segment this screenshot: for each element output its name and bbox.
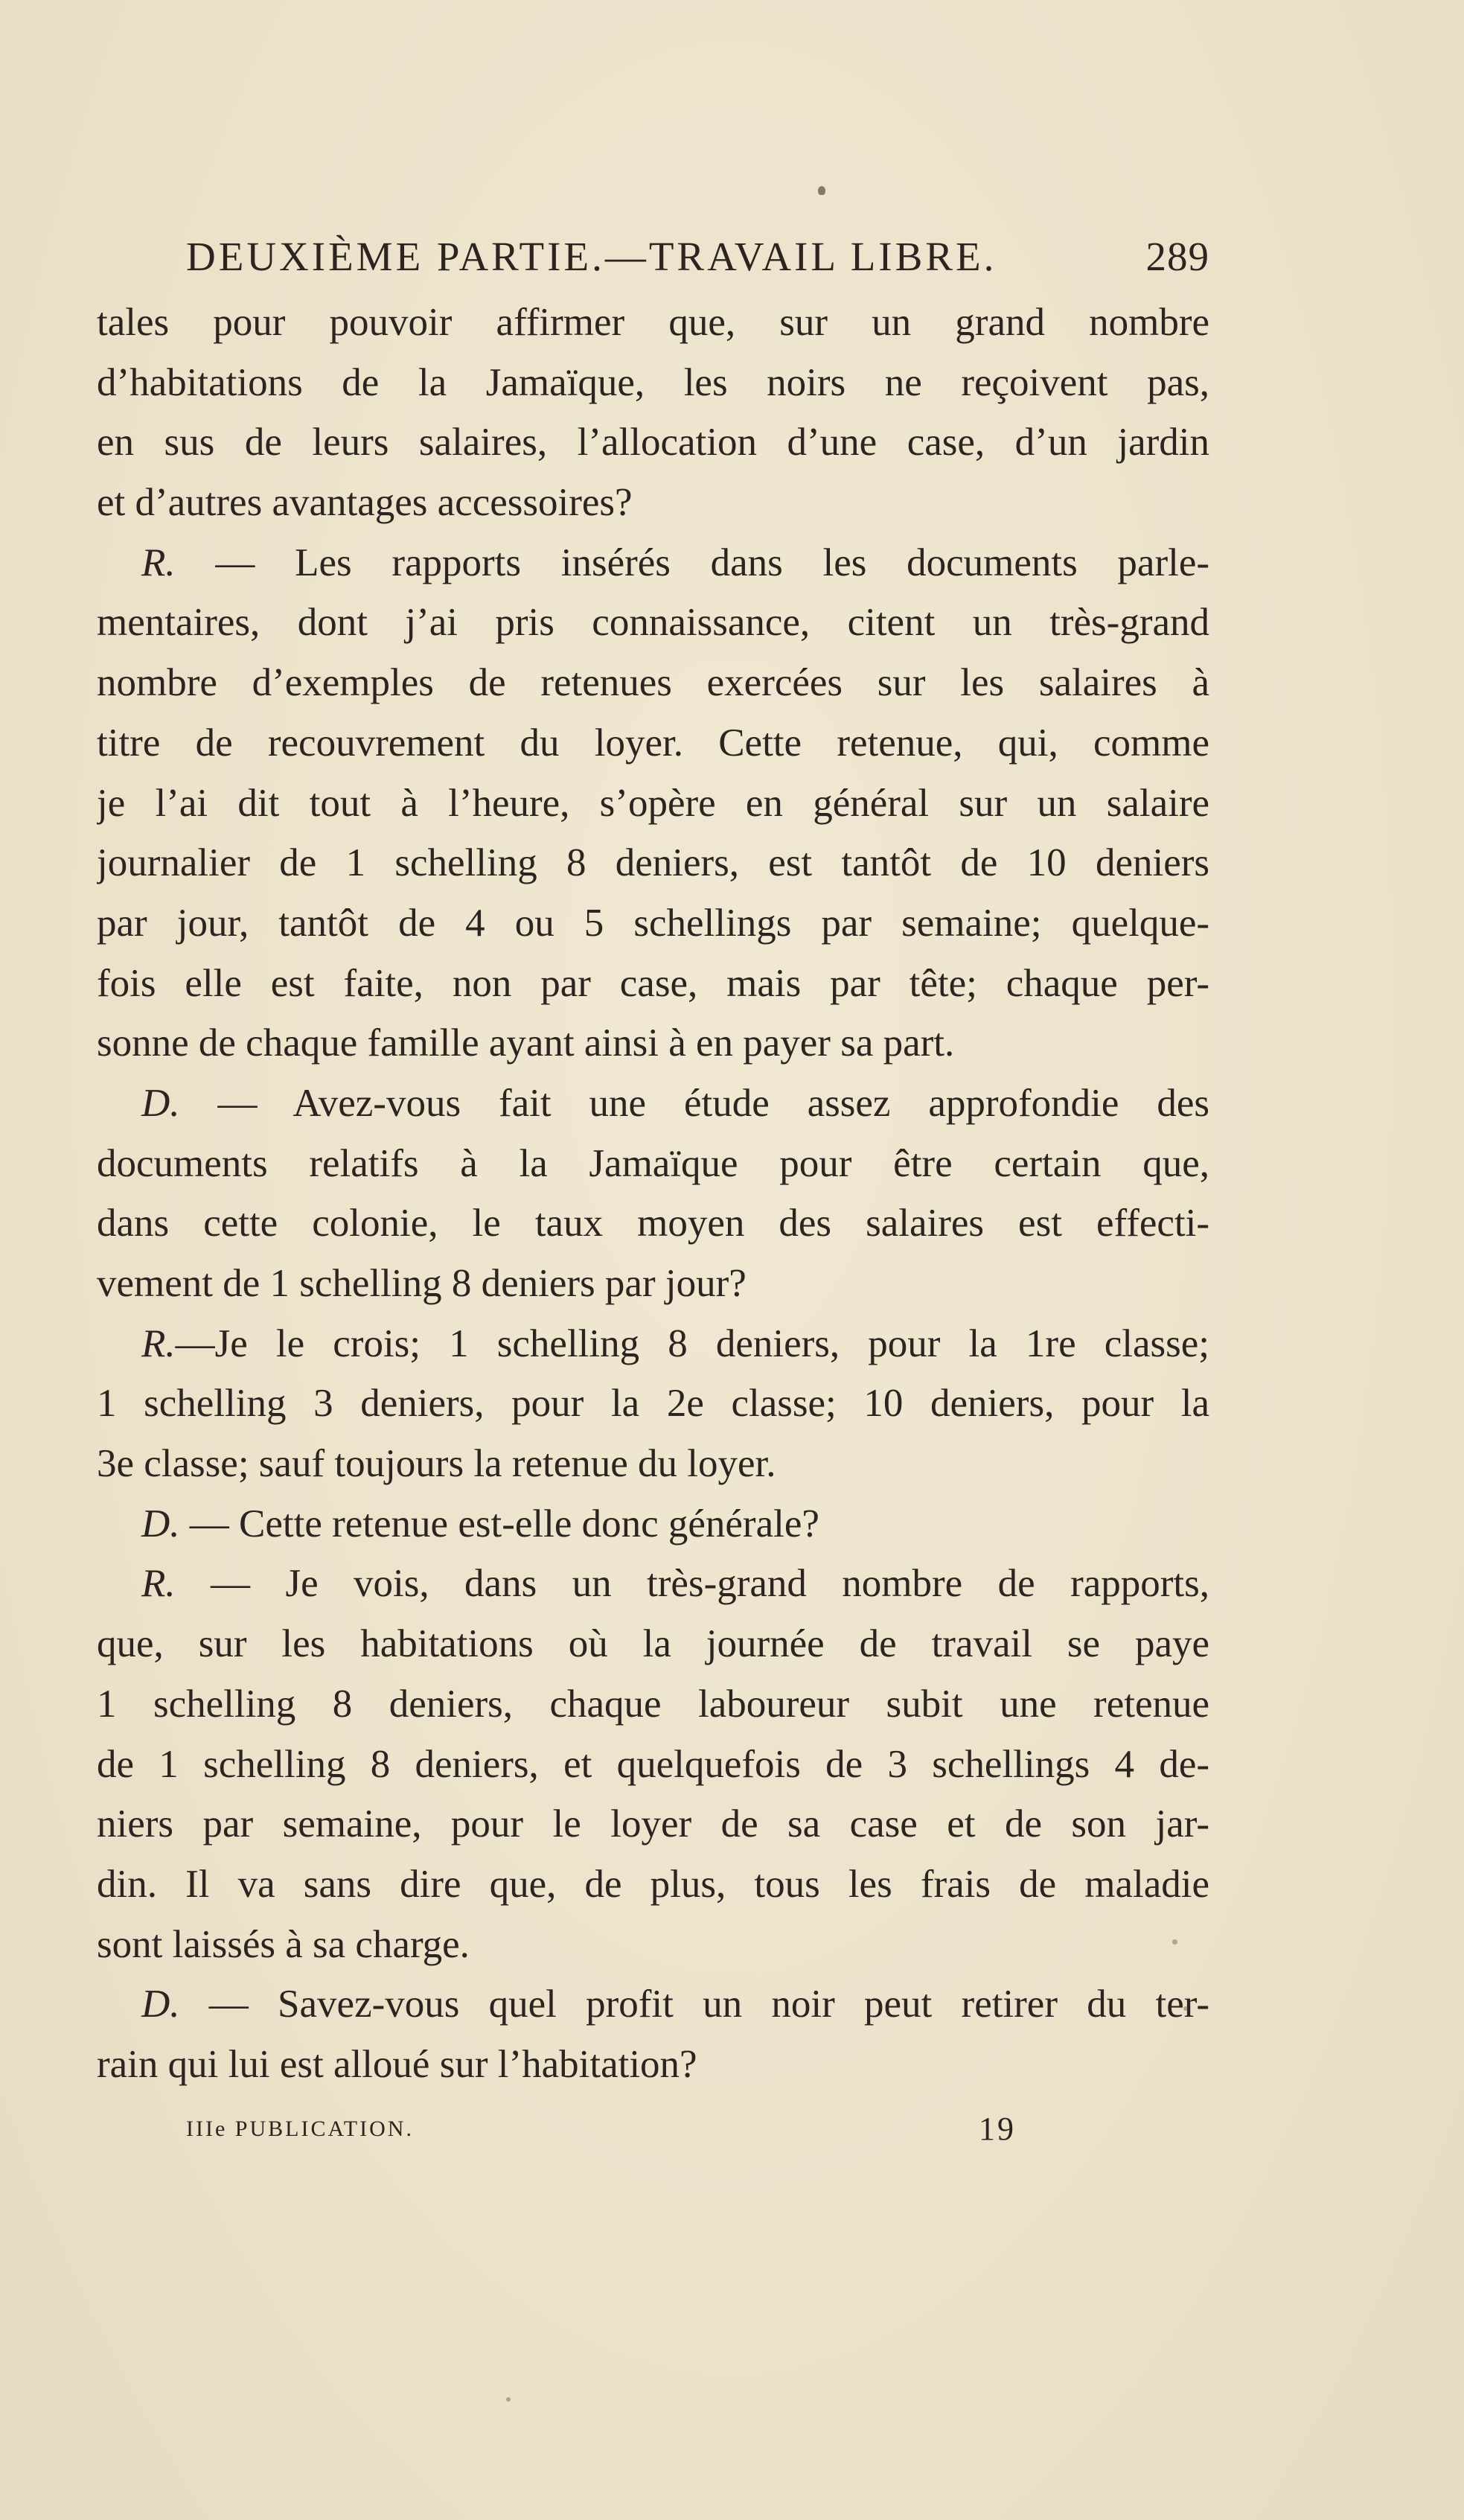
text-line bbox=[97, 1974, 1209, 2035]
line-text: dans cette colonie, le taux moyen des salaires est effecti- bbox=[97, 1202, 1209, 1245]
text-line bbox=[97, 1674, 1209, 1735]
line-text: mentaires, dont j’ai pris connaissance, citent un très-grand bbox=[97, 601, 1209, 645]
running-title: DEUXIÈME PARTIE.—TRAVAIL LIBRE. bbox=[186, 234, 997, 279]
text-line bbox=[97, 2035, 1209, 2095]
text-line bbox=[97, 833, 1209, 893]
text-line bbox=[97, 954, 1209, 1014]
line-text: journalier de 1 schelling 8 deniers, est tantôt de 10 deniers bbox=[97, 841, 1209, 885]
text-line bbox=[97, 1554, 1209, 1614]
speaker-label: D. bbox=[141, 1081, 180, 1125]
text-line bbox=[97, 893, 1209, 954]
text-line bbox=[97, 1254, 1209, 1314]
line-text: 1 schelling 3 deniers, pour la 2e classe; 10 deniers, pour la bbox=[97, 1382, 1209, 1426]
text-line bbox=[97, 1193, 1209, 1254]
line-text: 1 schelling 8 deniers, chaque laboureur subit une retenue bbox=[97, 1682, 1209, 1726]
text-line bbox=[97, 1374, 1209, 1434]
signature-mark: 19 bbox=[979, 2111, 1016, 2147]
paper-speck bbox=[1183, 2006, 1188, 2011]
line-text: tales pour pouvoir affirmer que, sur un grand nombre bbox=[97, 301, 1209, 344]
publication-mark: IIIe PUBLICATION. bbox=[186, 2117, 414, 2141]
text-line bbox=[97, 412, 1209, 473]
page-number: 289 bbox=[1145, 234, 1209, 279]
line-text: din. Il va sans dire que, de plus, tous les frais de maladie bbox=[97, 1862, 1209, 1906]
line-text: fois elle est faite, non par case, mais par tête; chaque per- bbox=[97, 961, 1209, 1005]
text-line bbox=[97, 593, 1209, 653]
text-line bbox=[97, 1614, 1209, 1674]
paper-speck bbox=[506, 2397, 511, 2402]
text-line bbox=[97, 1794, 1209, 1854]
text-line bbox=[97, 293, 1209, 353]
body-text bbox=[97, 293, 1209, 2095]
line-text: — Les rapports insérés dans les documents parle- bbox=[175, 540, 1209, 584]
text-line bbox=[97, 653, 1209, 713]
text-line bbox=[97, 713, 1209, 773]
text-line bbox=[97, 473, 1209, 533]
speaker-label: D. bbox=[141, 1982, 180, 2026]
text-line bbox=[97, 1915, 1209, 1975]
text-line bbox=[97, 1074, 1209, 1134]
line-text: de 1 schelling 8 deniers, et quelquefois de 3 schellings 4 de- bbox=[97, 1742, 1209, 1786]
line-text: — Cette retenue est-elle donc générale? bbox=[179, 1502, 819, 1546]
line-text: — Je vois, dans un très-grand nombre de rapports, bbox=[175, 1562, 1209, 1606]
line-text: et d’autres avantages accessoires? bbox=[97, 481, 633, 525]
line-text: 3e classe; sauf toujours la retenue du loyer. bbox=[97, 1442, 776, 1486]
text-line bbox=[97, 1494, 1209, 1554]
text-line bbox=[97, 1314, 1209, 1374]
text-line bbox=[97, 1854, 1209, 1915]
line-text: — Savez-vous quel profit un noir peut retirer du ter- bbox=[179, 1982, 1209, 2026]
line-text: je l’ai dit tout à l’heure, s’opère en général sur un salaire bbox=[97, 781, 1209, 825]
text-line bbox=[97, 1013, 1209, 1074]
speaker-label: R. bbox=[141, 1562, 176, 1606]
line-text: titre de recouvrement du loyer. Cette retenue, qui, comme bbox=[97, 721, 1209, 765]
text-line bbox=[97, 1735, 1209, 1795]
line-text: documents relatifs à la Jamaïque pour être certain que, bbox=[97, 1141, 1209, 1185]
line-text: vement de 1 schelling 8 deniers par jour? bbox=[97, 1262, 747, 1305]
line-text: nombre d’exemples de retenues exercées sur les salaires à bbox=[97, 661, 1209, 705]
line-text: —Je le crois; 1 schelling 8 deniers, pour la 1re classe; bbox=[175, 1321, 1209, 1365]
text-line bbox=[97, 1434, 1209, 1494]
speaker-label: R. bbox=[141, 540, 176, 584]
line-text: sonne de chaque famille ayant ainsi à en payer sa part. bbox=[97, 1021, 955, 1065]
line-text: rain qui lui est alloué sur l’habitation? bbox=[97, 2042, 697, 2086]
ink-mark bbox=[818, 186, 825, 195]
page-footer bbox=[186, 2107, 1016, 2151]
text-line bbox=[97, 533, 1209, 593]
line-text: niers par semaine, pour le loyer de sa case et de son jar- bbox=[97, 1802, 1209, 1846]
line-text: par jour, tantôt de 4 ou 5 schellings par semaine; quelque- bbox=[97, 901, 1209, 945]
text-line bbox=[97, 1134, 1209, 1194]
line-text: en sus de leurs salaires, l’allocation d’une case, d’un jardin bbox=[97, 421, 1209, 465]
running-header bbox=[186, 227, 1209, 287]
line-text: — Avez-vous fait une étude assez approfondie des bbox=[179, 1081, 1209, 1125]
paper-speck bbox=[1172, 1939, 1177, 1945]
speaker-label: R. bbox=[141, 1321, 176, 1365]
line-text: que, sur les habitations où la journée de travail se paye bbox=[97, 1622, 1209, 1666]
line-text: d’habitations de la Jamaïque, les noirs ne reçoivent pas, bbox=[97, 360, 1209, 404]
line-text: sont laissés à sa charge. bbox=[97, 1922, 470, 1966]
text-line bbox=[97, 773, 1209, 834]
speaker-label: D. bbox=[141, 1502, 180, 1546]
text-line bbox=[97, 353, 1209, 413]
